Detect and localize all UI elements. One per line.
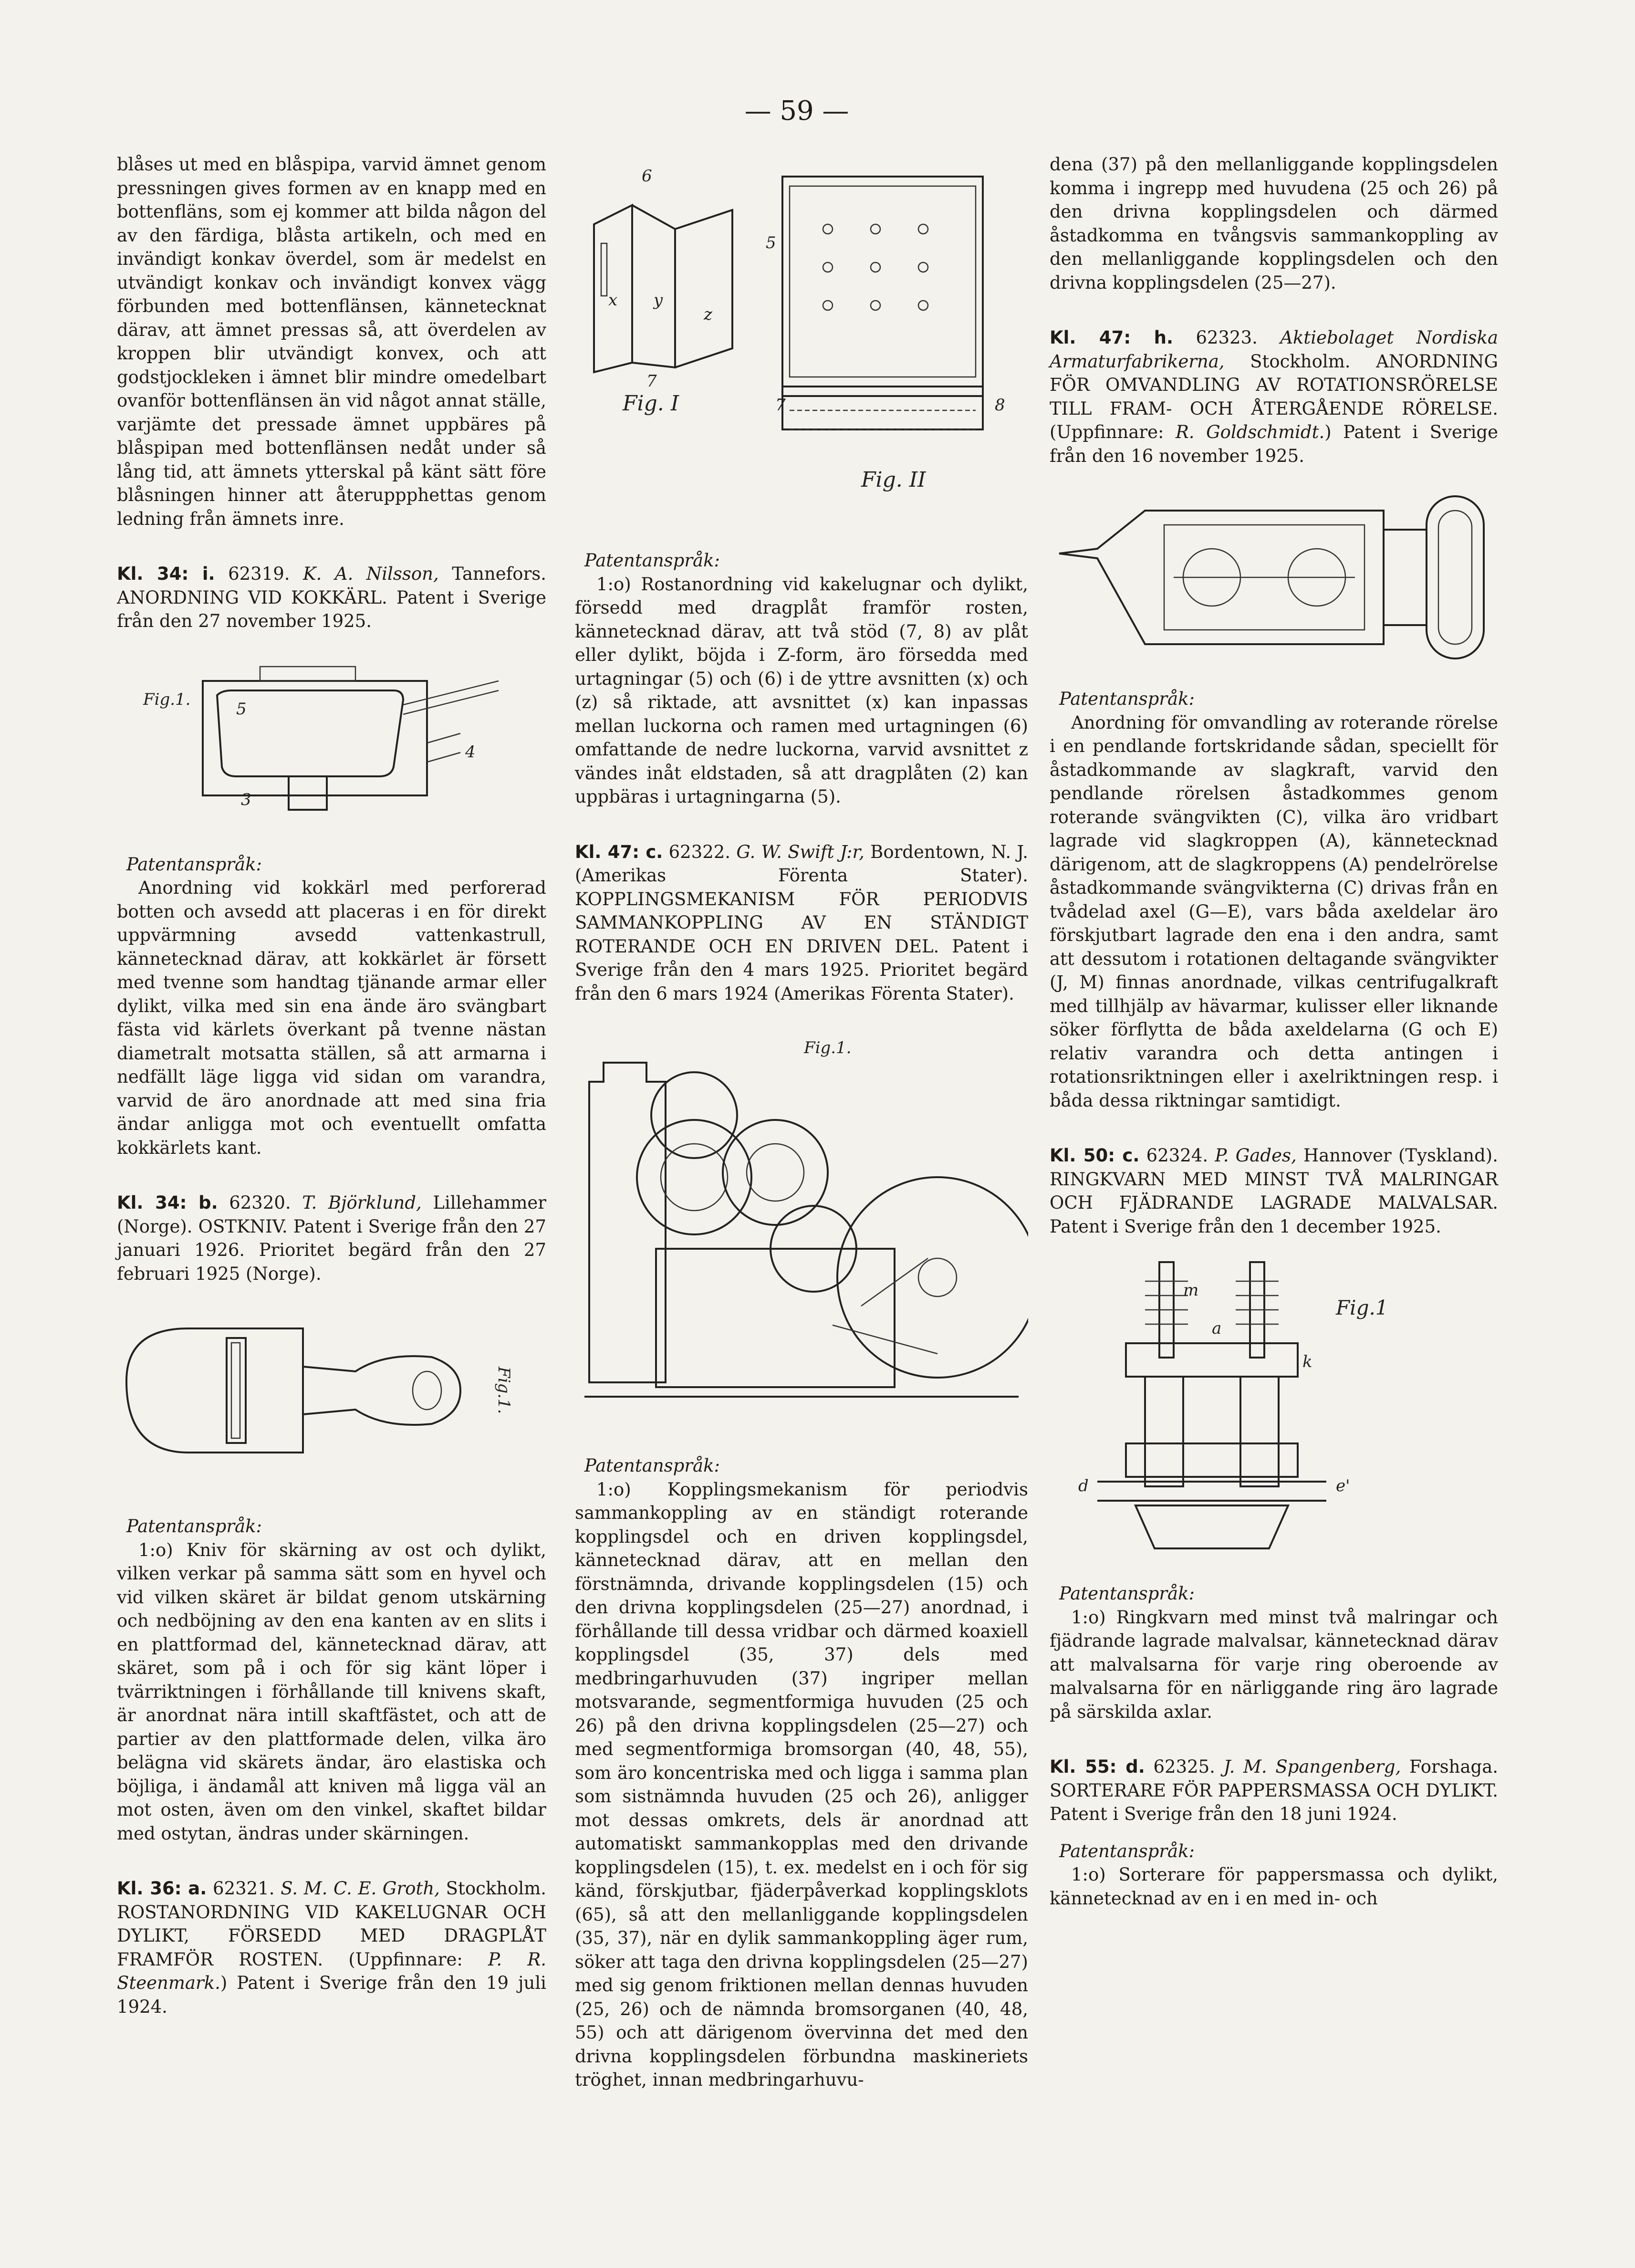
claim-text: 1:o) Ringkvarn med minst två malringar och fjädrande lagrade malvalsar, kännetecknad därav att malvalsarna för varje ring oberoende av malvalsarna för en närliggande ring äro lagrade på särskilda axlar. bbox=[1050, 1607, 1498, 1722]
column-left bbox=[117, 153, 546, 2018]
inventor: R. Goldschmidt. bbox=[1175, 422, 1325, 442]
patent-details: Bordentown, N. J. (Amerikas Förenta Stater). KOPPLINGSMEKANISM FÖR PERIODVIS SAMMANKOPPLING AV EN STÄNDIGT ROTERANDE OCH EN DRIVEN DEL. Patent i Sverige från den 4 mars 1925. Prioritet begärd från den 6 mars 1924 (Amerikas Förenta Stater). bbox=[575, 841, 1029, 1004]
paragraph: blåses ut med en blåspipa, varvid ämnet genom pressningen gives formen av en knapp med en bottenfläns, som ej kommer att bilda någon del av den färdiga, blåsta artikeln, och med en invändigt konkav överdel, som är medelst en utvändigt konkav och invändigt konvex vägg förbunden med bottenflänsen, kännetecknat därav, att ämnet pressas så, att överdelen av kroppen blir utvändigt konvex, och att godstjockleken i ämnet blir mindre omedelbart ovanför bottenflänsen än vid något annat ställe, varjämte det pressade ämnet uppbäres på blåspipan med bottenflänsen nedåt under så lång tid, att ämnets ytterskal på känt sätt före blåsningen hinner att återuppphettas genom ledning från ämnets inre. bbox=[117, 154, 546, 529]
patent-entry-62321 bbox=[117, 1877, 546, 2018]
figure-ostkniv bbox=[117, 1300, 546, 1500]
claim-text: Anordning vid kokkärl med perforerad botten och avsedd att placeras i en för direkt uppvärmning avsedd vattenkastrull, kännetecknad därav, att kokkärlet är försett med tvenne som handtag tjänande armar eller dylikt, vilka med sin ena ände äro svängbart fästa vid kärlets överkant på tvenne nästan diametralt motsatta ställen, så att armarna i nedfällt läge ligga vid sidan om varandra, varvid de äro anordnade att med sina fria ändar anligga mot och eventuellt omfatta kokkärlets kant. bbox=[117, 878, 546, 1158]
figure-label-z: z bbox=[704, 305, 712, 324]
figure-label-3: 3 bbox=[241, 790, 251, 809]
column-right bbox=[1050, 153, 1498, 1910]
figure-caption: Fig. II bbox=[861, 468, 926, 492]
class-code: Kl. 47: h. bbox=[1050, 327, 1174, 348]
figure-label-7: 7 bbox=[775, 396, 786, 415]
figure-label-8: 8 bbox=[995, 396, 1005, 415]
applicant: K. A. Nilsson, bbox=[303, 564, 439, 584]
claims-heading: Patentanspråk: bbox=[126, 854, 262, 875]
patent-number: 62321. bbox=[213, 1878, 275, 1899]
applicant: G. W. Swift J:r, bbox=[736, 841, 864, 862]
figure-label: Fig.1. bbox=[804, 1038, 852, 1057]
applicant: J. M. Spangenberg, bbox=[1223, 1756, 1401, 1777]
patent-details: Stockholm. ANORDNING FÖR OMVANDLING AV ROTATIONSRÖRELSE TILL FRAM- OCH ÅTERGÅENDE RÖRELSE. (Uppfinnare: bbox=[1050, 351, 1499, 442]
applicant: Aktiebolaget Nordiska Armaturfabrikerna, bbox=[1050, 327, 1499, 372]
figure-label: Fig.1. bbox=[494, 1367, 513, 1414]
figure-label: Fig.1. bbox=[143, 690, 191, 709]
figure-caption: Fig. I bbox=[623, 391, 679, 416]
page-number: — 59 — bbox=[744, 95, 849, 126]
applicant: P. Gades, bbox=[1215, 1145, 1297, 1166]
patent-entry-62323 bbox=[1050, 326, 1498, 468]
claims-heading: Patentanspråk: bbox=[126, 1516, 262, 1536]
figure-label-e: e' bbox=[1336, 1476, 1350, 1495]
figure-label-y: y bbox=[654, 291, 663, 310]
class-code: Kl. 55: d. bbox=[1050, 1756, 1145, 1777]
class-code: Kl. 47: c. bbox=[575, 841, 663, 862]
figure-label-d: d bbox=[1078, 1476, 1089, 1495]
patent-details: Forshaga. SORTERARE FÖR PAPPERSMASSA OCH DYLIKT. Patent i Sverige från den 18 juni 1924. bbox=[1050, 1756, 1499, 1824]
claim-text: 1:o) Sorterare för pappersmassa och dylikt, kännetecknad av en i en med in- och bbox=[1050, 1864, 1498, 1909]
patent-number: 62324. bbox=[1146, 1145, 1208, 1166]
claim-text: 1:o) Rostanordning vid kakelugnar och dylikt, försedd med dragplåt framför rosten, kännetecknad därav, att två stöd (7, 8) av plåt eller dylikt, böjda i Z-form, äro försedda med urtagningar (5) och (6) i de yttre avsnitten (x) och (z) så riktade, att avsnittet (x) kan inpassas mellan luckorna och ramen med urtagningen (6) omfattande de nedre luckorna, varvid avsnittet z vändes inåt eldstaden, så att dragplåten (2) kan uppbäras i urtagningarna (5). bbox=[575, 574, 1028, 807]
patent-entry-62319 bbox=[117, 562, 546, 633]
figure-label-x: x bbox=[608, 291, 618, 310]
patent-number: 62323. bbox=[1196, 327, 1258, 348]
applicant: S. M. C. E. Groth, bbox=[281, 1878, 440, 1899]
figure-rostanordning bbox=[575, 162, 1028, 534]
patent-number: 62325. bbox=[1153, 1756, 1215, 1777]
figure-label-7: 7 bbox=[646, 372, 657, 391]
claim-text: Anordning för omvandling av roterande rörelse i en pendlande fortskridande sådan, speciellt för åstadkommande av slagkraft, varvid den pendlande rörelsen åstadkommes genom roterande svängvikten (C), vilka äro vridbart lagrade vid slagkroppen (A), kännetecknad därigenom, att de slagkroppens (A) pendelrörelse åstadkommande svängvikterna (C) drivas från en tvådelad axel (G—E), vars båda axeldelar äro förskjutbart lagrade den ena i den andra, samt att dessutom i rotationen deltagande svängvikter (J, M) finnas anordnade, vilkas centrifugalkraft med tillhjälp av hävarmar, kulisser eller liknande söker förflytta de båda axeldelarna (G och E) relativ varandra och detta antingen i rotationsriktningen eller i axelriktningen resp. i båda dessa riktningar samtidigt. bbox=[1050, 712, 1498, 1111]
patent-details: ) Patent i Sverige från den 16 november 1925. bbox=[1050, 422, 1498, 466]
figure-ringkvarn bbox=[1050, 1253, 1498, 1568]
patent-details: Stockholm. ROSTANORDNING VID KAKELUGNAR OCH DYLIKT, FÖRSEDD MED DRAGPLÅT FRAMFÖR ROSTEN. (Uppfinnare: bbox=[117, 1878, 547, 1970]
patent-number: 62319. bbox=[228, 564, 290, 584]
applicant: T. Björklund, bbox=[302, 1192, 422, 1213]
figure-label-5: 5 bbox=[236, 699, 247, 719]
patent-entry-62325 bbox=[1050, 1755, 1498, 1826]
figure-label-5: 5 bbox=[766, 233, 776, 252]
claims-heading: Patentanspråk: bbox=[584, 1455, 720, 1476]
figure-kokkarl bbox=[117, 648, 546, 838]
column-middle bbox=[575, 153, 1028, 2092]
patent-number: 62322. bbox=[668, 841, 731, 862]
class-code: Kl. 34: b. bbox=[117, 1192, 218, 1213]
patent-details: Hannover (Tyskland). RINGKVARN MED MINST TVÅ MALRINGAR OCH FJÄDRANDE LAGRADE MALVALSAR. Patent i Sverige från den 1 december 1925. bbox=[1050, 1145, 1499, 1237]
claims-heading: Patentanspråk: bbox=[1059, 689, 1195, 709]
inventor: P. R. Steenmark. bbox=[117, 1949, 547, 1993]
claim-text: 1:o) Kniv för skärning av ost och dylikt, vilken verkar på samma sätt som en hyvel och vid vilken skäret är bildat genom utskärning och nedböjning av den ena kanten av en slits i en plattformad del, kännetecknad därav, att skäret, som på i och för sig känt löper i tvärriktningen i förhållande till knivens skaft, är anordnat nära intill skaftfästet, och att de partier av den plattformade delen, vilka äro belägna vid skärets ändar, äro elastiska och böjliga, i ändamål att kniven må ligga väl an mot osten, även om den vinkel, skaftet bildar med ostytan, ändras under skärningen. bbox=[117, 1539, 546, 1844]
patent-details: ) Patent i Sverige från den 19 juli 1924. bbox=[117, 1973, 546, 2017]
figure-kopplingsmekanism bbox=[575, 1020, 1028, 1440]
figure-label-4: 4 bbox=[465, 742, 476, 762]
patent-details: Tannefors. ANORDNING VID KOKKÄRL. Patent i Sverige från den 27 november 1925. bbox=[117, 564, 547, 631]
figure-omvandling bbox=[1050, 482, 1498, 673]
claim-text: 1:o) Kopplingsmekanism för periodvis sammankoppling av en ständigt roterande kopplingsdel och en driven kopplingsdel, kännetecknad därav, att en mellan den förstnämnda, drivande kopplingsdelen (15) och den drivna kopplingsdelen (25—27) anordnad, i förhållande till dessa vridbar och därmed koaxiell kopplingsdel (35, 37) dels med medbringarhuvuden (37) ingriper mellan motsvarande, segmentformiga huvuden (25 och 26) på den drivna kopplingsdelen (25—27) och med segmentformiga bromsorgan (40, 48, 55), som äro koncentriska med och ligga i samma plan som sistnämnda huvuden (25 och 26), anligger mot dessas omkrets, dels är anordnad att automatiskt sammankopplas med den drivande kopplingsdelen (15), t. ex. medelst en i och för sig känd, förskjutbar, fjäderpåverkad kopplingsklots (65), så att den mellanliggande kopplingsdelen (35, 37), när en dylik sammankoppling äger rum, söker att taga den drivna kopplingsdelen (25—27) med sig genom friktionen mellan dennas huvuden (25, 26) och de nämnda bromsorganen (40, 48, 55) och att därigenom övervinna det med den drivna kopplingsdelen förbundna maskineriets tröghet, innan medbringarhuvu- bbox=[575, 1479, 1028, 2090]
claims-heading: Patentanspråk: bbox=[1059, 1583, 1195, 1604]
patent-entry-62324 bbox=[1050, 1144, 1498, 1238]
patent-entry-62322 bbox=[575, 840, 1028, 1006]
figure-label-6: 6 bbox=[642, 167, 652, 186]
patent-entry-62320 bbox=[117, 1191, 546, 1286]
figure-label-a: a bbox=[1212, 1319, 1222, 1338]
patent-number: 62320. bbox=[229, 1192, 291, 1213]
claims-heading: Patentanspråk: bbox=[1059, 1840, 1195, 1861]
class-code: Kl. 50: c. bbox=[1050, 1145, 1140, 1166]
paragraph: dena (37) på den mellanliggande kopplingsdelen komma i ingrepp med huvudena (25 och 26) på den drivna kopplingsdelen och därmed åstadkomma en tvångsvis sammankoppling av den mellanliggande kopplingsdelen och den drivna kopplingsdelen (25—27). bbox=[1050, 154, 1498, 293]
figure-label: Fig.1 bbox=[1336, 1296, 1388, 1319]
patent-details: Lillehammer (Norge). OSTKNIV. Patent i Sverige från den 27 januari 1926. Prioritet begärd från den 27 februari 1925 (Norge). bbox=[117, 1192, 546, 1284]
claims-heading: Patentanspråk: bbox=[584, 550, 720, 571]
class-code: Kl. 36: a. bbox=[117, 1878, 207, 1899]
figure-label-k: k bbox=[1302, 1352, 1312, 1371]
class-code: Kl. 34: i. bbox=[117, 564, 215, 584]
figure-label-m: m bbox=[1183, 1281, 1199, 1300]
